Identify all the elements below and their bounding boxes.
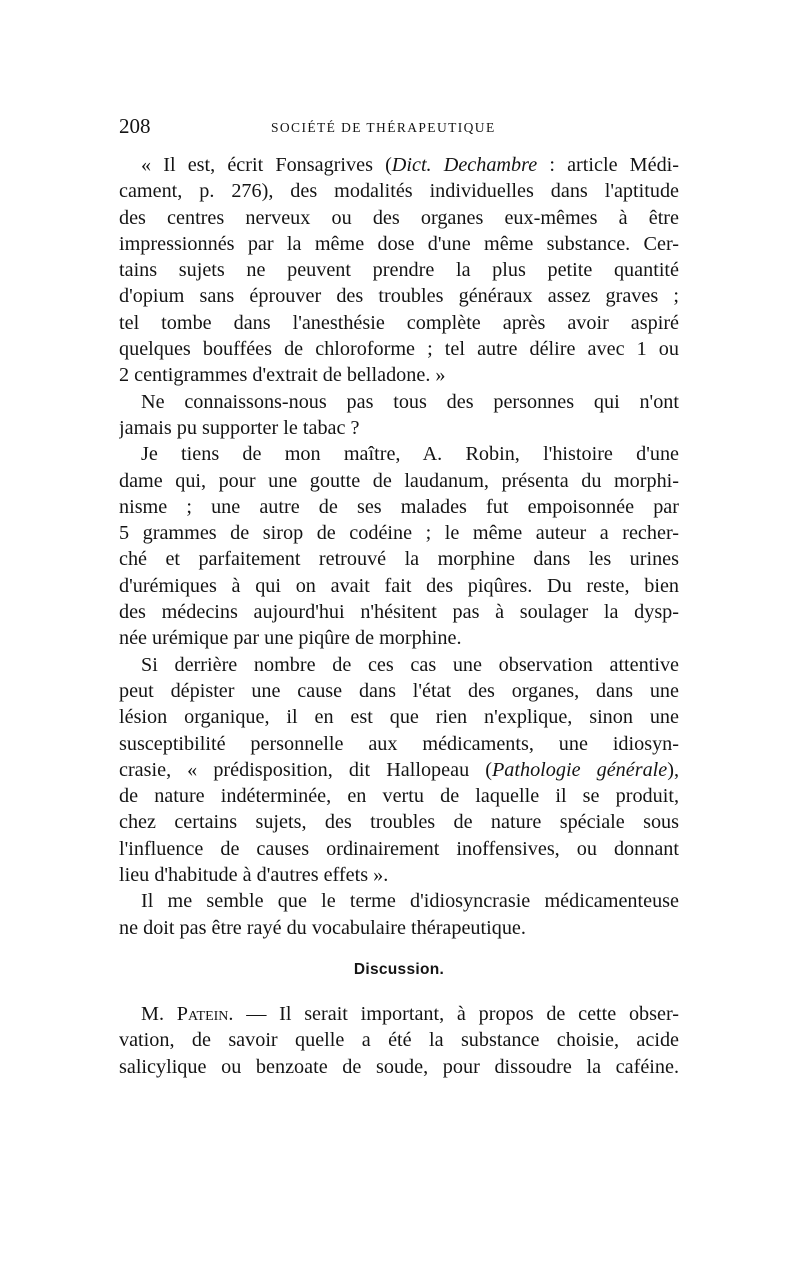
text-line: dame qui, pour une goutte de laudanum, présenta du morphi- bbox=[119, 469, 679, 492]
section-heading: Discussion. bbox=[353, 960, 445, 978]
paragraph bbox=[119, 888, 679, 941]
text-line: tel tombe dans l'anesthésie complète après avoir aspiré bbox=[119, 311, 679, 334]
text-line: 5 grammes de sirop de codéine ; le même auteur a recher- bbox=[119, 522, 679, 545]
running-head bbox=[119, 108, 679, 138]
text-line: ché et parfaitement retrouvé la morphine dans les urines bbox=[119, 548, 679, 571]
text-line: susceptibilité personnelle aux médicaments, une idiosyn- bbox=[119, 732, 679, 755]
text-line: cament, p. 276), des modalités individuelles dans l'aptitude bbox=[119, 180, 679, 203]
quote-paragraph bbox=[119, 152, 679, 389]
text-line: Si derrière nombre de ces cas une observation attentive bbox=[141, 653, 679, 676]
text-line: d'urémiques à qui on avait fait des piqûres. Du reste, bien bbox=[119, 574, 679, 597]
text-line: tains sujets ne peuvent prendre la plus petite quantité bbox=[119, 259, 679, 282]
text-line: impressionnés par la même dose d'une même substance. Cer- bbox=[119, 232, 679, 255]
text-line: peut dépister une cause dans l'état des organes, dans une bbox=[119, 679, 679, 702]
main-text bbox=[119, 152, 679, 941]
text-line: M. Patein. — Il serait important, à propos de cette obser- bbox=[141, 1002, 679, 1025]
text-line: quelques bouffées de chloroforme ; tel autre délire avec 1 ou bbox=[119, 338, 679, 361]
text-line: des médecins aujourd'hui n'hésitent pas à soulager la dysp- bbox=[119, 601, 679, 624]
discussion-paragraph bbox=[119, 1001, 679, 1080]
text-line: chez certains sujets, des troubles de nature spéciale sous bbox=[119, 811, 679, 834]
text-line: « Il est, écrit Fonsagrives (Dict. Dechambre : article Médi- bbox=[141, 154, 679, 176]
text-line: l'influence de causes ordinairement inoffensives, ou donnant bbox=[119, 837, 679, 860]
citation-title: Pathologie générale bbox=[491, 758, 668, 781]
text-line: de nature indéterminée, en vertu de laquelle il se produit, bbox=[119, 785, 679, 808]
text-line: jamais pu supporter le tabac ? bbox=[119, 416, 360, 439]
running-title: SOCIÉTÉ DE THÉRAPEUTIQUE bbox=[271, 120, 496, 135]
text-line: lieu d'habitude à d'autres effets ». bbox=[119, 864, 389, 887]
text-line: vation, de savoir quelle a été la substance choisie, acide bbox=[119, 1029, 679, 1052]
text-line: Je tiens de mon maître, A. Robin, l'histoire d'une bbox=[141, 443, 679, 466]
text-line: des centres nerveux ou des organes eux-mêmes à être bbox=[119, 206, 679, 229]
text-line: d'opium sans éprouver des troubles généraux assez graves ; bbox=[119, 285, 679, 308]
page-number: 208 bbox=[119, 114, 151, 138]
paragraph bbox=[119, 441, 679, 651]
text-line: Ne connaissons-nous pas tous des personnes qui n'ont bbox=[141, 390, 679, 413]
paragraph bbox=[119, 652, 679, 889]
text-line: Il me semble que le terme d'idiosyncrasie médicamenteuse bbox=[141, 890, 679, 913]
text-line: 2 centigrammes d'extrait de belladone. » bbox=[119, 364, 446, 387]
text-line: salicylique ou benzoate de soude, pour dissoudre la caféine. bbox=[119, 1055, 679, 1078]
text-line: ne doit pas être rayé du vocabulaire thérapeutique. bbox=[119, 916, 526, 939]
text-line: née urémique par une piqûre de morphine. bbox=[119, 627, 462, 650]
paragraph bbox=[119, 389, 679, 442]
citation-title: Dict. Dechambre bbox=[391, 154, 538, 176]
text-line: lésion organique, il en est que rien n'explique, sinon une bbox=[119, 706, 679, 729]
speaker-name: M. Patein. bbox=[141, 1002, 234, 1025]
book-page bbox=[119, 108, 679, 1080]
text-line: crasie, « prédisposition, dit Hallopeau (Pathologie générale), bbox=[119, 758, 679, 781]
text-line: nisme ; une autre de ses malades fut empoisonnée par bbox=[119, 495, 679, 518]
